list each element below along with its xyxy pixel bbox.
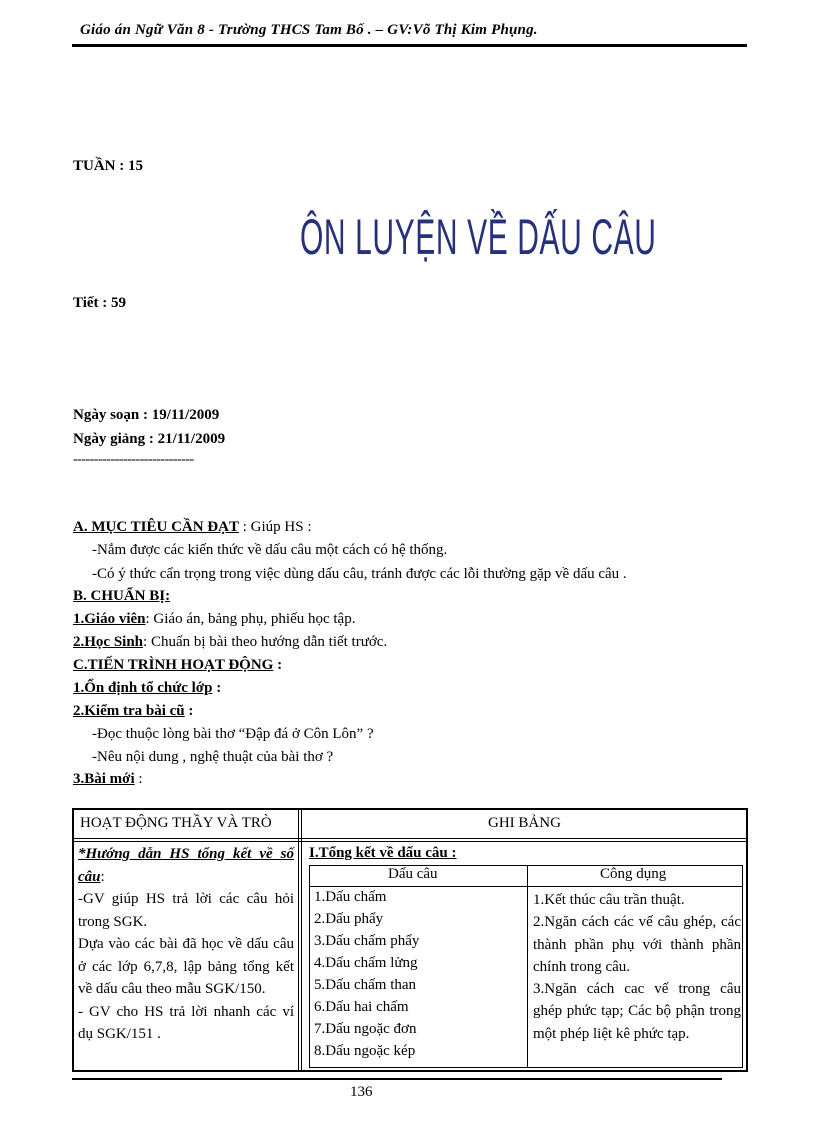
col-header-mark: Dấu câu [388, 866, 438, 882]
left-paragraph: -GV giúp HS trả lời các câu hỏi trong SGK. [78, 891, 294, 930]
table-header-rule [72, 838, 748, 839]
usage-item: 1.Kết thúc câu trần thuật. [533, 892, 685, 908]
step-1-label: 1.Ổn định tổ chức lớp [73, 680, 213, 696]
student-label: 2.Học Sinh [73, 634, 144, 650]
mark-item: 6.Dấu hai chấm [314, 999, 409, 1015]
step-3-colon: : [134, 771, 143, 787]
left-column-title-colon: : [100, 868, 105, 885]
student-text: : Chuẩn bị bài theo hướng dẫn tiết trước. [143, 634, 388, 650]
left-column-text [78, 843, 294, 1046]
left-column-title: *Hướng dẫn HS tổng kết về số câu [78, 846, 294, 885]
usage-item: 2.Ngăn cách các vế câu ghép, các thành phần phụ với thành phần chính trong câu. [533, 914, 741, 975]
mark-item: 4.Dấu chấm lửng [314, 955, 418, 971]
table-header-rule-2 [72, 841, 748, 842]
section-c-heading [73, 657, 282, 674]
usage-item: 3.Ngăn cách cac vế trong câu ghép phức tạp; Các bộ phận trong một phép liệt kê phức tạp. [533, 981, 741, 1042]
page-number: 136 [350, 1084, 373, 1100]
mark-item: 5.Dấu chấm than [314, 977, 417, 993]
left-paragraph: Dựa vào các bài đã học về dấu câu ở các lớp 6,7,8, lập bảng tổng kết về dấu câu theo mẫu SGK/150. [78, 936, 294, 997]
mark-item: 1.Dấu chấm [314, 889, 387, 905]
step-1-colon: : [212, 680, 222, 696]
student-prep [73, 634, 387, 651]
date-prepared: Ngày soạn : 19/11/2009 [73, 407, 220, 423]
section-a-intro: : Giúp HS : [238, 519, 312, 535]
section-b-heading: B. CHUẨN BỊ: [73, 588, 171, 604]
teacher-label: 1.Giáo viên [73, 611, 146, 627]
section-c-label: C.TIẾN TRÌNH HOẠT ĐỘNG [73, 657, 274, 673]
col-header-use: Công dụng [600, 866, 667, 882]
step-2-item: -Nêu nội dung , nghệ thuật của bài thơ ? [92, 749, 334, 765]
teacher-prep [73, 611, 355, 628]
table-right-header: GHI BẢNG [488, 815, 561, 831]
step-2-item: -Đọc thuộc lòng bài thơ “Đập đá ở Côn Lôn” ? [92, 726, 374, 742]
separator-line: ----------------------------- [73, 452, 194, 467]
usage-list [533, 889, 741, 1045]
header-rule [72, 44, 747, 47]
footer-rule [72, 1078, 722, 1080]
section-a-label: A. MỤC TIÊU CẦN ĐẠT [73, 519, 239, 535]
step-2 [73, 703, 193, 720]
punctuation-table-header-rule [309, 886, 743, 887]
section-a-item: -Có ý thức cẩn trọng trong việc dùng dấu câu, tránh được các lỗi thường gặp về dấu câu . [92, 566, 627, 582]
teacher-text: : Giáo án, bảng phụ, phiếu học tập. [145, 611, 356, 627]
mark-item: 2.Dấu phẩy [314, 911, 384, 927]
page-title: ÔN LUYỆN VỀ DẤU CÂU [300, 209, 657, 265]
mark-item: 8.Dấu ngoặc kép [314, 1043, 416, 1059]
punctuation-table-divider [527, 865, 528, 1068]
step-3-label: 3.Bài mới [73, 771, 135, 787]
section-c-colon: : [273, 657, 283, 673]
step-2-label: 2.Kiểm tra bài cũ [73, 703, 185, 719]
step-2-colon: : [184, 703, 194, 719]
step-3 [73, 771, 143, 788]
week-label: TUẦN : 15 [73, 158, 143, 174]
table-left-header: HOẠT ĐỘNG THẦY VÀ TRÒ [80, 815, 272, 831]
section-a-item: -Nắm được các kiến thức về dấu câu một cách có hệ thống. [92, 542, 448, 558]
right-column-title: I.Tổng kết về dấu câu : [309, 845, 457, 861]
lesson-label: Tiết : 59 [73, 295, 127, 311]
step-1 [73, 680, 221, 697]
section-a-heading [73, 519, 312, 536]
left-paragraph: - GV cho HS trả lời nhanh các ví dụ SGK/151 . [78, 1003, 294, 1042]
mark-item: 3.Dấu chấm phẩy [314, 933, 420, 949]
date-taught: Ngày giảng : 21/11/2009 [73, 431, 226, 447]
table-divider [298, 808, 302, 1072]
document-header: Giáo án Ngữ Văn 8 - Trường THCS Tam Bố . – GV:Võ Thị Kim Phụng. [80, 22, 538, 38]
mark-item: 7.Dấu ngoặc đơn [314, 1021, 417, 1037]
